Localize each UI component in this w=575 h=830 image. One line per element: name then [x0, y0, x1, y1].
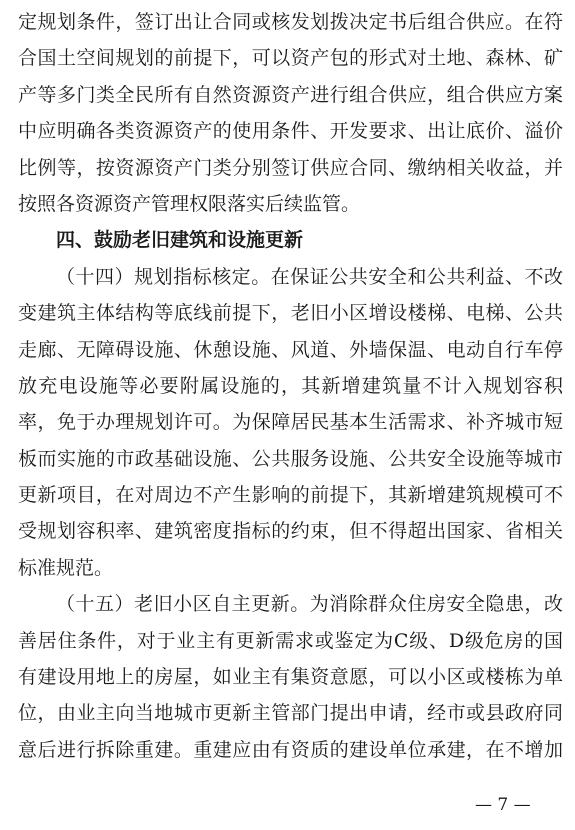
paragraph-14-line: 受规划容积率、建筑密度指标的约束，但不得超出国家、省相关: [18, 520, 563, 543]
body-text-line: 产等多门类全民所有自然资源资产进行组合供应，组合供应方案: [18, 83, 563, 106]
body-text-line: 比例等，按资源资产门类分别签订供应合同、缴纳相关收益，并: [18, 156, 563, 179]
paragraph-14-line: 标准规范。: [18, 556, 114, 579]
paragraph-14-line: 走廊、无障碍设施、休憩设施、风道、外墙保温、电动自行车停: [18, 338, 563, 361]
document-page: [18, 4, 563, 768]
page-number: — 7 —: [475, 795, 531, 815]
paragraph-14-line: （十四）规划指标核定。在保证公共安全和公共利益、不改: [56, 265, 563, 288]
paragraph-15-line: 位，由业主向当地城市更新主管部门提出申请，经市或县政府同: [18, 702, 563, 725]
body-text-line: 定规划条件，签订出让合同或核发划拨决定书后组合供应。在符: [18, 11, 563, 33]
paragraph-14-line: 率，免于办理规划许可。为保障居民基本生活需求、补齐城市短: [18, 411, 563, 434]
paragraph-14-line: 更新项目，在对周边不产生影响的前提下，其新增建筑规模可不: [18, 484, 563, 507]
paragraph-14-line: 板而实施的市政基础设施、公共服务设施、公共安全设施等城市: [18, 447, 563, 470]
body-text-line: 中应明确各类资源资产的使用条件、开发要求、出让底价、溢价: [18, 120, 563, 143]
paragraph-15-line: （十五）老旧小区自主更新。为消除群众住房安全隐患，改: [56, 593, 563, 616]
paragraph-15-line: 善居住条件，对于业主有更新需求或鉴定为C级、D级危房的国: [18, 629, 563, 652]
paragraph-15-line: 有建设用地上的房屋，如业主有集资意愿，可以小区或楼栋为单: [18, 666, 563, 689]
paragraph-14-line: 变建筑主体结构等底线前提下，老旧小区增设楼梯、电梯、公共: [18, 302, 563, 325]
section-heading: 四、鼓励老旧建筑和设施更新: [56, 229, 304, 252]
paragraph-15-line: 意后进行拆除重建。重建应由有资质的建设单位承建，在不增加: [18, 738, 563, 761]
body-text-line: 按照各资源资产管理权限落实后续监管。: [18, 192, 361, 215]
paragraph-14-line: 放充电设施等必要附属设施的，其新增建筑量不计入规划容积: [18, 374, 563, 397]
body-text-line: 合国土空间规划的前提下，可以资产包的形式对土地、森林、矿: [18, 47, 563, 70]
